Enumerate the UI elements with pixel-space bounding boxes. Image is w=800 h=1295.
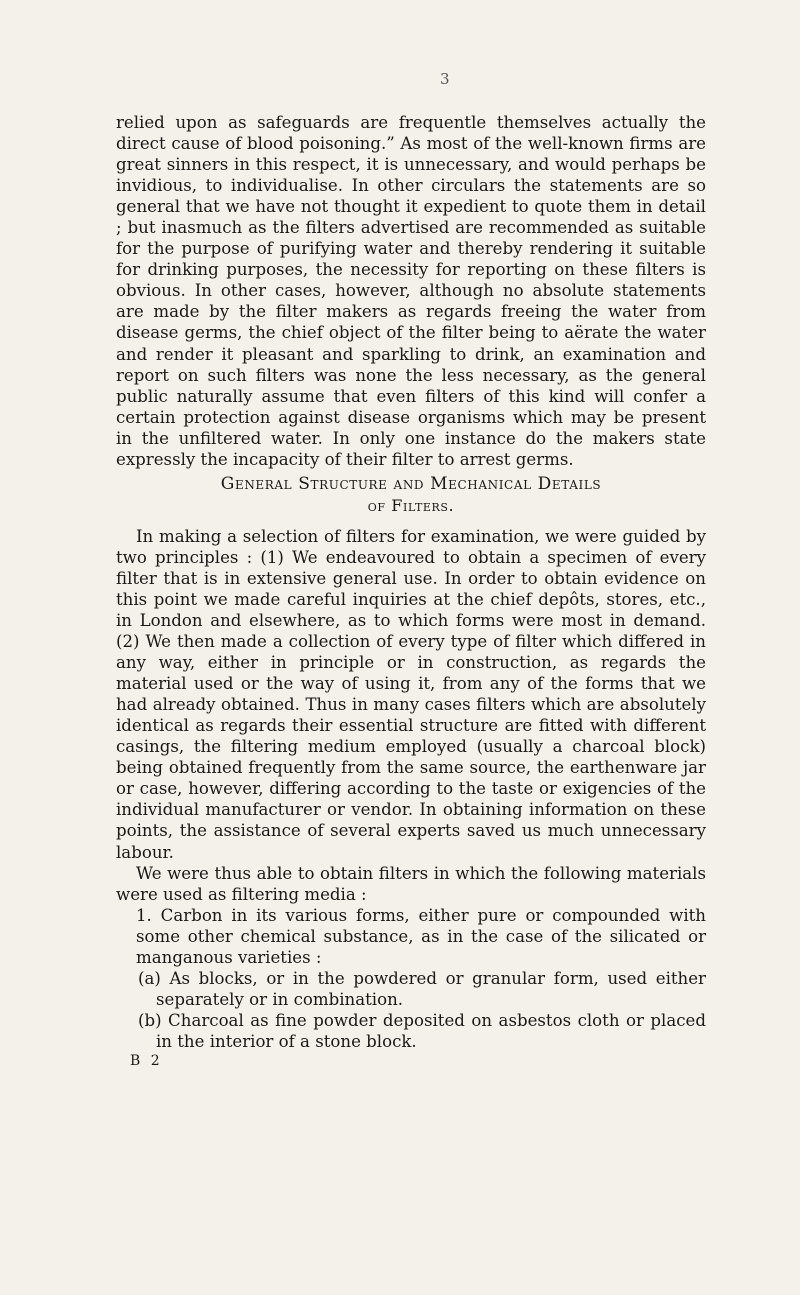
section-heading-line-1: General Structure and Mechanical Details <box>220 473 602 494</box>
body-paragraph: We were thus able to obtain filters in which the following materials were used as filtering media : <box>116 863 706 904</box>
body-paragraph: In making a selection of filters for examination, we were guided by two principles : (1) We endeavoured to obtain a specimen of every filter that is in extensive general use. In order to obtain evidence on this point we made careful inquiries at the chief depôts, stores, etc., in London and elsewhere, as to which forms were most in demand. (2) We then made a collection of every type of filter which differed in any way, either in principle or in construction, as regards the material used or the way of using it, from any of the forms that we had already obtained. Thus in many cases filters which are absolutely identical as regards their essential structure are fitted with different casings, the filtering medium employed (usually a charcoal block) being obtained frequently from the same source, the earthenware jar or case, however, differing according to the taste or exigencies of the individual manufacturer or vendor. In obtaining information on these points, the assistance of several experts saved us much unnecessary labour. <box>116 526 706 862</box>
list-item: 1. Carbon in its various forms, either pure or compounded with some other chemical substance, as in the case of the silicated or manganous varieties : <box>136 905 706 967</box>
printer-signature: B 2 <box>130 1052 163 1069</box>
body-paragraph: relied upon as safeguards are frequentle themselves actually the direct cause of blood poisoning.” As most of the well-known firms are great sinners in this respect, it is unnecessary, and would perhaps be invidious, to individualise. In other circulars the statements are so general that we have not thought it expedient to quote them in detail ; but inasmuch as the filters advertised are recommended as suitable for the purpose of purifying water and thereby rendering it suitable for drinking purposes, the necessity for reporting on these filters is obvious. In other cases, however, although no absolute statements are made by the filter makers as regards freeing the water from disease germs, the chief object of the filter being to aërate the water and render it pleasant and sparkling to drink, an examination and report on such filters was none the less necessary, as the general public naturally assume that even filters of this kind will confer a certain protection against disease organisms which may be present in the unfiltered water. In only one instance do the makers state expressly the incapacity of their filter to arrest germs. <box>116 113 706 469</box>
sub-list-item: (b) Charcoal as fine powder deposited on asbestos cloth or placed in the interior of a stone block. <box>138 1010 706 1051</box>
section-heading <box>116 474 706 516</box>
sub-list-item: (a) As blocks, or in the powdered or granular form, used either separately or in combination. <box>138 968 706 1009</box>
document-page <box>116 72 706 1069</box>
section-heading-line-2: of Filters. <box>367 495 455 515</box>
page-number: 3 <box>440 70 450 88</box>
page-header-space <box>116 72 706 112</box>
